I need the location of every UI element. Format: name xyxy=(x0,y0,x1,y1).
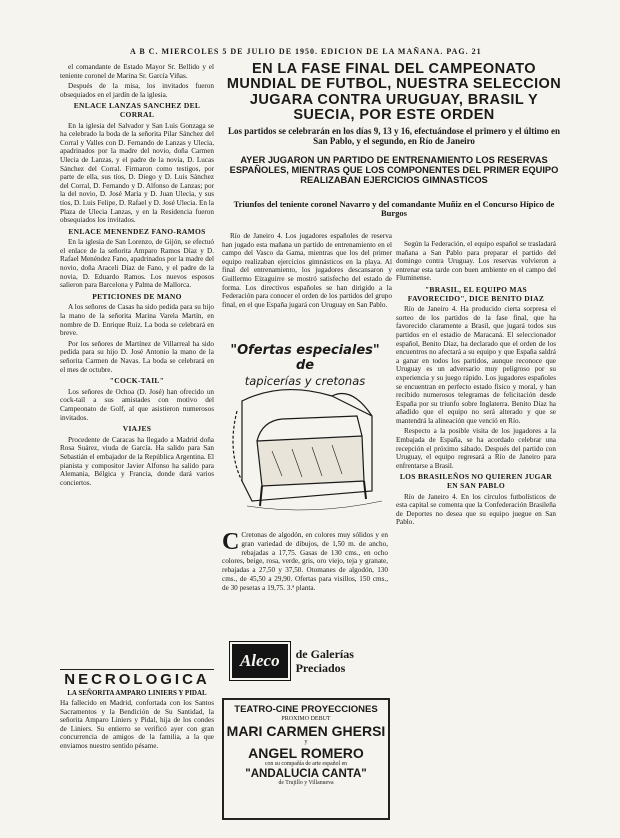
obituary-text: Ha fallecido en Madrid, confortada con los Santos Sacramentos y la Bendición de Su Santidad, la señorita Amparo Liniers y Pidal, hija de los condes de Liniers. Su entierro se verificó ayer con gran concurrencia de amigos de la familia, a la que enviamos nuestro sentido pésame. xyxy=(60,699,214,750)
wedding-text-2: En la iglesia de San Lorenzo, de Gijón, se efectuó el enlace de la señorita Amparo Ramos Díaz y D. Rafael Menéndez Fano, apadrinados por la madre del novio, doña Araceli Díaz de Fano, y el padre de la novia, D. Eduardo Ramos. Los nuevos esposos salieron para Barcelona y Palma de Mallorca. xyxy=(60,238,214,290)
obituary-title: NECROLOGICA xyxy=(64,671,210,688)
show-title: "ANDALUCIA CANTA" xyxy=(245,768,367,780)
wedding-text-1: En la iglesia del Salvador y San Luis Gonzaga se ha celebrado la boda de la señorita Pilar Sánchez del Corral y Valles con D. Fernando de Lanzas y Ulecia, apadrinados por la madre del novio, doña Carmen Ulecia de Lanzas, y el padre de la novia, D. Lucas Sánchez del Corral. Firmaron como testigos, por parte de ella, sus tíos, D. Diego y D. Luis Sánchez del Corral, D. Fernando y D. Alfonso de Lanzas; por la del novio, D. José María y D. Juan Ulecia, y sus tíos, D. Luis Felipe, D. Rafael y D. José Ulecia. En la Plaza de Ulecia Lanzas, y en la Residencia fueron obsequiados los invitados. xyxy=(60,121,214,225)
travel-text: Procedente de Caracas ha llegado a Madrid doña Rosa Suárez, viuda de García. Ha salido para San Sebastián el embajador de la República Argentina. El pianista y compositor Javier Alfonso ha salido para Alemania, Bélgica y Francia, donde dará varios conciertos. xyxy=(60,435,214,487)
main-headline: EN LA FASE FINAL DEL CAMPEONATO MUNDIAL DE FUTBOL, NUESTRA SELECCION JUGARA CONTRA URUGUAY, BRASIL Y SUECIA, POR ESTE ORDEN xyxy=(226,61,562,124)
wedding-heading-2: ENLACE MENENDEZ FANO-RAMOS xyxy=(68,226,206,236)
brand-logo: Aleco xyxy=(232,644,288,678)
cocktail-heading: "COCK-TAIL" xyxy=(109,376,165,386)
right-paragraph-4: Río de Janeiro 4. En los círculos futbolísticos de esta capital se comenta que la Confederación Brasileña de Deportes no desea que su equipo juegue en San Pablo. xyxy=(396,492,556,527)
main-article-body xyxy=(222,232,392,316)
ad-subtitle: tapicerías y cretonas xyxy=(244,374,366,388)
right-paragraph-3: Respecto a la posible visita de los jugadores a la Embajada de España, se ha acordado celebrar una recepción el próximo sábado. Después del partido con Uruguay, el equipo regresará a Río de Janeiro para enfrentarse a Brasil. xyxy=(396,427,556,470)
right-column xyxy=(396,240,556,830)
obituary-section xyxy=(60,668,214,817)
star-1: MARI CARMEN GHERSI xyxy=(226,723,386,739)
store-name: de Galerías Preciados xyxy=(295,647,354,675)
theatre-name: TEATRO-CINE PROYECCIONES xyxy=(234,704,378,715)
headline-subtitle-1: Los partidos se celebrarán en los días 9, 13 y 16, efectuándose el primero y el último en San Pablo, y el segundo, en Río de Janeiro xyxy=(227,126,561,146)
theatre-tag: PROXIMO DEBUT xyxy=(281,716,331,722)
right-heading-2: LOS BRASILEÑOS NO QUIEREN JUGAR EN SAN PABLO xyxy=(399,472,553,491)
left-paragraph-2: Después de la misa, los invitados fueron obsequiados en el jardín de la iglesia. xyxy=(60,82,214,99)
main-article-text: Río de Janeiro 4. Los jugadores españoles de reserva han jugado esta mañana un partido de entrenamiento en el campo del Vasco da Gama, mientras que los del primer equipo realizaban ejercicios gimnásticos en la playa. Al final del entrenamiento, los jugadores descansaron y Guillermo Eizaguirre se mostró satisfecho del estado de forma. Los directivos españoles se han dirigido a la Federación para conocer el orden de los partidos del grupo final, en el que España jugará con Uruguay en San Pablo. xyxy=(222,232,392,309)
travel-heading: VIAJES xyxy=(122,424,152,434)
page-header: A B C. MIERCOLES 5 DE JULIO DE 1950. EDICION DE LA MAÑANA. PAG. 21 xyxy=(130,47,482,56)
show-authors: de Trujillo y Villanueva xyxy=(278,780,334,786)
engagement-text-2: Por los señores de Martínez de Villarreal ha sido pedida para su hijo D. José Antonio la mano de la señorita Carmen de Navas. La boda se celebrará en el mes de octubre. xyxy=(60,339,214,374)
star-2: ANGEL ROMERO xyxy=(248,745,364,761)
theatre-ad xyxy=(222,698,390,820)
theatre-note: con su compañía de arte español en xyxy=(264,761,348,767)
headline-subtitle-3: Triunfos del teniente coronel Navarro y del comandante Muñiz en el Concurso Hípico de Burgos xyxy=(233,199,555,219)
right-paragraph-2: Río de Janeiro 4. Ha producido cierta sorpresa el sorteo de los partidos de la fase final, que ha favorecido claramente a Brasil, que jugará todos sus partidos en el estadio de Maracaná. El seleccionador español, Benito Díaz, ha declarado que el orden de los encuentros no afectará a su equipo y que España saldrá a ganar en todos los partidos, aunque reconoce que Uruguay es un adversario muy peligroso por su experiencia y su juego rápido. Los jugadores españoles se encuentran en perfecto estado físico y moral, y han recibido numerosos telegramas de felicitación desde España por su triunfo sobre Inglaterra. Benito Díaz ha añadido que el equipo no será alterado y que se mantendrá la alineación que venció en Río. xyxy=(396,305,556,425)
engagement-text-1: A los señores de Casas ha sido pedida para su hijo la mano de la señorita Marina Varela Martín, en nombre de D. Enrique Ruiz. La boda se celebrará en breve. xyxy=(60,303,214,338)
engagement-heading: PETICIONES DE MANO xyxy=(92,291,182,301)
advertisement xyxy=(222,323,388,833)
connector: y xyxy=(304,739,308,745)
ad-text: C Cretonas de algodón, en colores muy sólidos y en gran variedad de dibujos, de 1,50 m. de ancho, rebajadas a 17,75. Gasas de 130 cms., en ocho colores, beige, rosa, verde, gris, oro viejo, teja y granate, rebajadas a 27,50 y 37,50. Otomanes de algodón, 130 cms., de 45,50 a 29,90. Ofertas para visillos, 150 cms., de 30 pesetas a 19,75. 3.ª planta. xyxy=(222,529,388,592)
ad-text-body: Cretonas de algodón, en colores muy sólidos y en gran variedad de dibujos, de 1,50 m. de ancho, rebajadas a 17,75. Gasas de 130 cms., en ocho colores, beige, rosa, verde, gris, oro viejo, teja y granate, rebajadas a 27,50 y 37,50. Otomanes de algodón, 130 cms., de 45,50 a 29,90. Ofertas para visillos, 150 cms., de 30 pesetas a 19,75. 3.ª planta. xyxy=(222,531,388,592)
cocktail-text: Los señores de Ochoa (D. José) han ofrecido un cock-tail a sus amistades con motivo del Campeonato de Golf, al que asistieron numerosos invitados. xyxy=(60,387,214,422)
divider xyxy=(60,669,214,670)
right-paragraph-1: Según la Federación, el equipo español se trasladará mañana a San Pablo para preparar el partido del domingo contra Uruguay. Los reservas volvieron a entrenar esta tarde con buen ambiente en el campo del Fluminense. xyxy=(396,240,556,283)
obituary-subtitle: LA SEÑORITA AMPARO LINIERS Y PIDAL xyxy=(67,689,207,697)
headline-subtitle-2: AYER JUGARON UN PARTIDO DE ENTRENAMIENTO LOS RESERVAS ESPAÑOLES, MIENTRAS QUE LOS COMPONENTES DEL PRIMER EQUIPO REALIZABAN EJERCICIOS GIMNASTICOS xyxy=(229,155,559,186)
left-top-paragraph: el comandante de Estado Mayor Sr. Bellido y el teniente coronel de Marina Sr. García Viñas. xyxy=(60,63,214,80)
right-heading-1: "BRASIL, EL EQUIPO MAS FAVORECIDO", DICE BENITO DIAZ xyxy=(407,284,545,303)
wedding-heading-1: ENLACE LANZAS SANCHEZ DEL CORRAL xyxy=(73,101,201,119)
ad-title: "Ofertas especiales" de xyxy=(230,343,380,373)
store-logo xyxy=(222,640,388,682)
sofa-illustration xyxy=(222,381,388,526)
